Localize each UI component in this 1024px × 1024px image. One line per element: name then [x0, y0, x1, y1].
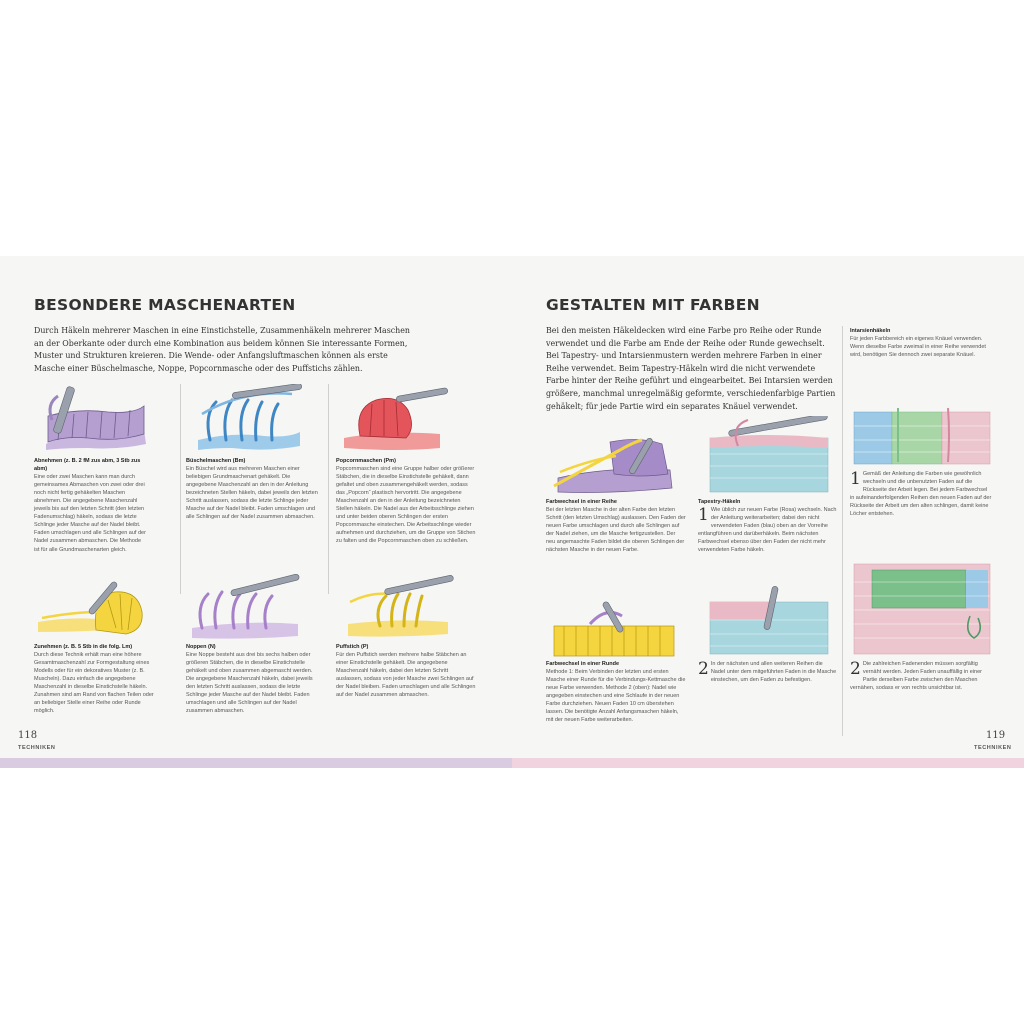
decrease-caption: Abnehmen (z. B. 2 fM zus abm, 3 Stb zus abm) Eine oder zwei Maschen kann man durch gemeinsames Abmaschen von zwei oder drei noch nicht fertig gehäkelten Maschen abnehmen. Die angegebene Maschenzahl jeweils bis auf den letzten Schritt (den letzten Fadenumschlag) häkeln, sodass die letzte Schlinge jeder Masche auf der Nadel bleibt. Faden umschlagen und alle Schlingen auf der Nadel zusammen abmaschen. Die Methode ist für alle Grundmaschenarten gleich.	[34, 458, 146, 553]
puff-stitch-illustration	[340, 572, 456, 642]
cluster-illustration	[192, 384, 304, 454]
popcorn-illustration	[336, 384, 448, 454]
color-change-row-caption: Farbwechsel in einer Reihe Bei der letzten Masche in der alten Farbe den letzten Schritt (den letzten Umschlag) auslassen. Den Faden der neuen Farbe umschlagen und durch alle Schlingen auf der Nadel ziehen, um die Masche fertigzustellen. Der neu angemaschte Faden bildet die oberen Schlingen der nächsten Masche in der neuen Farbe.	[546, 499, 686, 554]
bobble-caption: Noppen (N) Eine Noppe besteht aus drei bis sechs halben oder größeren Stäbchen, die in dieselbe Einstichstelle gehäkelt und oben zusammen abgemascht werden. Die angegebene Maschenzahl häkeln, dabei jeweils den letzten Schritt auslassen, sodass die letzte Schlinge jeder Masche auf der Nadel bleibt. Faden umschlagen und alle Schlingen auf der Nadel zusammen abmaschen.	[186, 644, 313, 715]
right-intro: Bei den meisten Häkeldecken wird eine Farbe pro Reihe oder Runde verwendet und die Farbe am Ende der Reihe oder Runde gewechselt. Bei Tapestry- und Intarsienmustern werden mehrere Farben in einer Reihe verwendet. Beim Tapestry-Häkeln wird die nicht verwendete Farbe hinter der Reihe geführt und eingearbeitet. Bei Intarsien werden größere, manchmal unregelmäßig geformte, verschiedenfarbige Partien gehäkelt; für jede Partie wird ein separates Knäuel verwendet.	[546, 326, 836, 411]
tapestry-caption: Tapestry-Häkeln 1 Wie üblich zur neuen Farbe (Rosa) wechseln. Nach der Anleitung weiterarbeiten; dabei den nicht verwendeten Faden (blau) oben an der Vorreihe entlangführen und darüberhäkeln. Beim nächsten Farbwechsel ebenso über den Faden der nicht mehr verwendeten Farbe häkeln.	[698, 499, 837, 554]
increase-illustration	[34, 572, 150, 642]
increase-caption: Zunehmen (z. B. 5 Stb in die folg. Lm) Durch diese Technik erhält man eine höhere Gesamtmaschenzahl zur Formgestaltung eines Modells oder für ein dekoratives Muster (z. B. Muscheln). Dazu einfach die angegebene Maschenzahl in dieselbe Einstichstelle häkeln. Zunahmen sind am Rand von flachen Teilen oder an beliebiger Stelle einer Reihe oder Runde möglich.	[34, 644, 154, 715]
tapestry-step1-illustration	[708, 416, 832, 496]
book-spread	[0, 256, 1024, 768]
left-heading: BESONDERE MASCHENARTEN	[34, 296, 296, 314]
intarsia-step2-caption: 2 Die zahlreichen Fadenenden müssen sorgfältig vernäht werden. Jeden Faden unauffällig in einer Partie derselben Farbe zwischen den Maschen vernähen, sodass er von rechts unsichtbar ist.	[850, 659, 982, 692]
puff-stitch-caption: Puffstich (P) Für den Puffstich werden mehrere halbe Stäbchen an einer Einstichstelle gehäkelt. Die angegebene Maschenzahl häkeln, dabei den letzten Schritt auslassen, sodass von jeder Masche zwei Schlingen auf der Nadel bleiben. Faden umschlagen und alle Schlingen auf der Nadel zusammen abmaschen.	[336, 644, 476, 699]
right-color-band	[512, 758, 1024, 768]
tapestry-step2-illustration	[708, 582, 832, 658]
color-change-round-caption: Farbwechsel in einer Runde Methode 1: Beim Verbinden der letzten und ersten Masche einer Runde für die Verbindungs-Kettmasche die neue Farbe verwenden. Methode 2 (oben): Nadel wie angegeben einstechen und eine Schlaufe in der neuen Farbe durchziehen. Neuen Faden 10 cm überstehen lassen. Die benötigte Anzahl Anfangsmaschen häkeln, mit der neuen Farbe weiterarbeiten.	[546, 661, 686, 724]
right-page	[512, 256, 1024, 768]
column-divider	[842, 326, 843, 736]
decrease-illustration	[38, 384, 150, 454]
intarsia-step2-illustration	[852, 562, 992, 656]
bobble-illustration	[186, 572, 304, 642]
column-divider	[328, 384, 329, 594]
color-change-row-illustration	[550, 432, 680, 496]
color-change-round-illustration	[550, 596, 680, 660]
left-intro: Durch Häkeln mehrerer Maschen in eine Einstichstelle, Zusammenhäkeln mehrerer Maschen an der Oberkante oder durch eine Kombination aus beidem können Sie interessante Formen, Muster und Strukturen kreieren. Die Wende- oder Anfangsluftmaschen können als erste Masche einer Büschelmasche, Noppe, Popcornmasche oder des Puffstichs zählen.	[34, 326, 410, 373]
left-page	[0, 256, 512, 768]
column-divider	[180, 384, 181, 594]
intarsia-step1-caption: 1 Gemäß der Anleitung die Farben wie gewöhnlich wechseln und die unbenutzten Faden auf die Rückseite der Arbeit legen. Bei jedem Farbwechsel in aufeinanderfolgenden Reihen den neuen Faden auf der Rückseite der Arbeit um den alten schlingen, damit keine Löcher entstehen.	[850, 469, 992, 518]
left-color-band	[0, 758, 512, 768]
intarsia-intro-caption: Intarsienhäkeln Für jeden Farbbereich ein eigenes Knäuel verwenden. Wenn dieselbe Farbe zweimal in einer Reihe verwendet wird, benötigen Sie dennoch zwei separate Knäuel.	[850, 328, 986, 359]
page-number-right: 119	[986, 730, 1006, 741]
running-footer-right: TECHNIKEN	[974, 745, 1012, 751]
right-heading: GESTALTEN MIT FARBEN	[546, 296, 760, 314]
page-number-left: 118	[18, 730, 38, 741]
running-footer-left: TECHNIKEN	[18, 745, 56, 751]
cluster-caption: Büschelmaschen (Bm) Ein Büschel wird aus mehreren Maschen einer beliebigen Grundmaschenart gehäkelt. Die angegebene Maschenzahl an den in der Anleitung bezeichneten Stellen häkeln, dabei jeweils den letzten Schritt auslassen, sodass die letzte Schlinge jeder Masche auf der Nadel bleibt. Faden umschlagen und alle Schlingen auf der Nadel zusammen abmaschen.	[186, 458, 318, 521]
tapestry-step2-caption: 2 In der nächsten und allen weiteren Reihen die Nadel unter dem mitgeführten Faden in die Masche einstechen, um den Faden zu befestigen.	[698, 659, 837, 684]
intarsia-step1-illustration	[852, 406, 992, 468]
popcorn-caption: Popcornmaschen (Pm) Popcornmaschen sind eine Gruppe halber oder größerer Stäbchen, die in dieselbe Einstichstelle gehäkelt, dann gefaltet und oben zusammengehäkelt werden, sodass das „Popcorn“ plastisch hervortritt. Die angegebene Maschenzahl an den in der Anleitung bezeichneten Stellen häkeln. Die Nadel aus der Arbeitsschlinge ziehen und unter beiden oberen Schlingen der ersten Popcornmasche einstechen. Die Arbeitsschlinge wieder aufnehmen und durchziehen, um die Gruppe von Stichen zu falten und die Popcornmaschen oben zu schließen.	[336, 458, 476, 545]
